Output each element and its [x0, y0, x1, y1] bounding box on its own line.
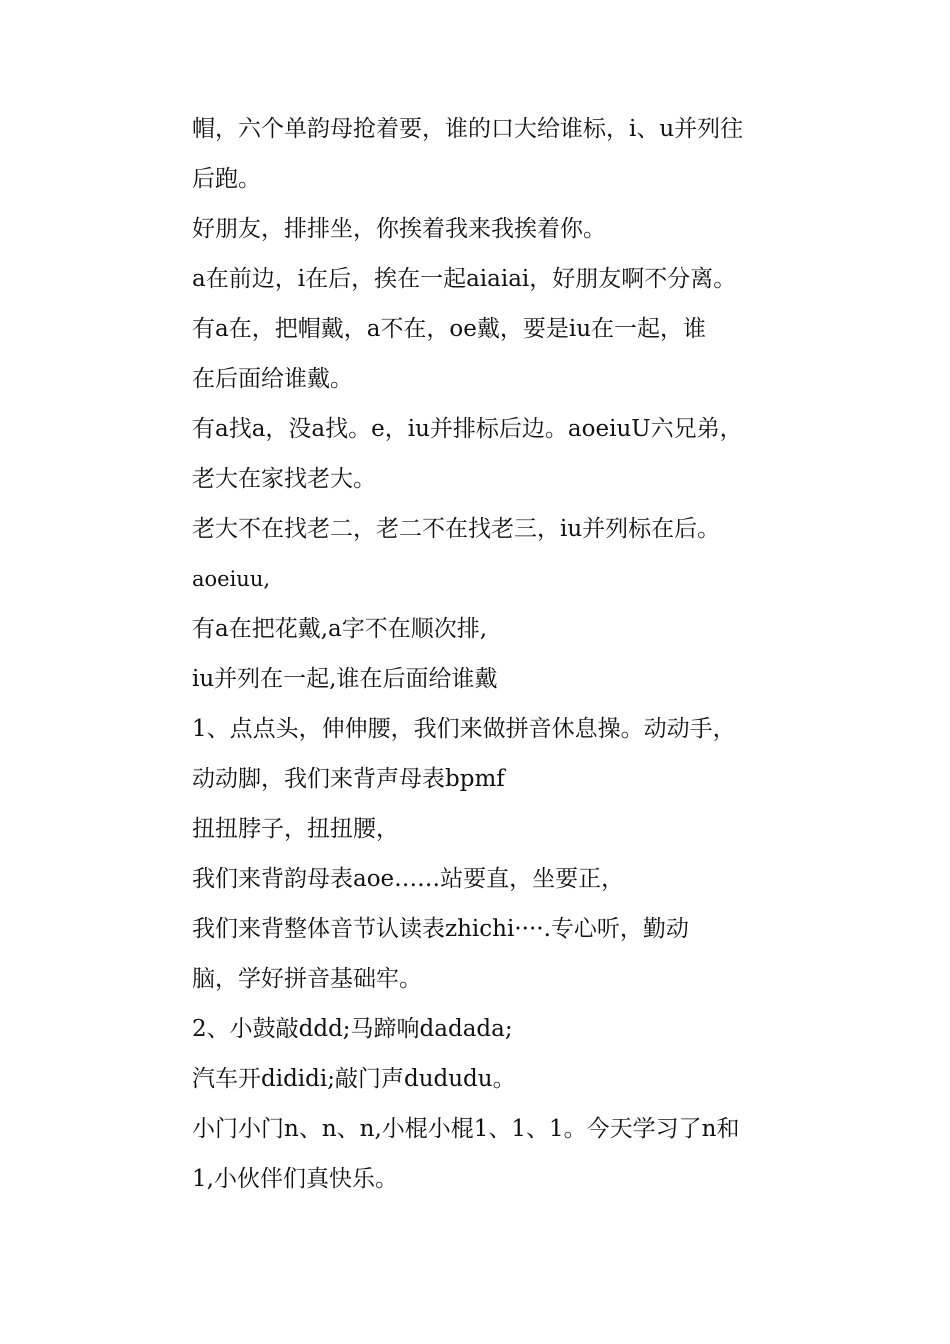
text-line: 老大不在找老二，老二不在找老三，iu并列标在后。 [192, 516, 721, 542]
text-line: a在前边，i在后，挨在一起aiaiai，好朋友啊不分离。 [192, 266, 737, 292]
text-line: 汽车开dididi;敲门声dududu。 [192, 1066, 516, 1092]
text-line: 扭扭脖子，扭扭腰， [192, 816, 399, 842]
text-line: 后跑。 [192, 166, 261, 192]
text-line: 动动脚，我们来背声母表bpmf [192, 766, 505, 792]
text-line: 1、点点头，伸伸腰，我们来做拼音休息操。动动手， [192, 716, 736, 742]
document-body [192, 104, 822, 1204]
text-line: 老大在家找老大。 [192, 466, 376, 492]
text-line: 有a在把花戴,a字不在顺次排, [192, 616, 488, 642]
text-line: 在后面给谁戴。 [192, 366, 353, 392]
text-line: 帽，六个单韵母抢着要，谁的口大给谁标，i、u并列往 [192, 116, 744, 142]
text-line: 有a在，把帽戴，a不在，oe戴，要是iu在一起，谁 [192, 316, 707, 342]
text-line: 好朋友，排排坐，你挨着我来我挨着你。 [192, 216, 606, 242]
text-line: 我们来背整体音节认读表zhichi····.专心听，勤动 [192, 916, 689, 942]
text-line: 脑，学好拼音基础牢。 [192, 966, 422, 992]
text-line: 2、小鼓敲ddd;马蹄响dadada; [192, 1016, 513, 1042]
text-line: 小门小门n、n、n,小棍小棍1、1、1。今天学习了n和 [192, 1116, 740, 1142]
text-line: 有a找a，没a找。e，iu并排标后边。aoeiuU六兄弟， [192, 416, 743, 442]
text-line: 我们来背韵母表aoe……站要直，坐要正， [192, 866, 625, 892]
text-line: 1,小伙伴们真快乐。 [192, 1166, 398, 1192]
text-line: iu并列在一起,谁在后面给谁戴 [192, 666, 498, 692]
text-line: aoeiuu, [192, 567, 271, 591]
